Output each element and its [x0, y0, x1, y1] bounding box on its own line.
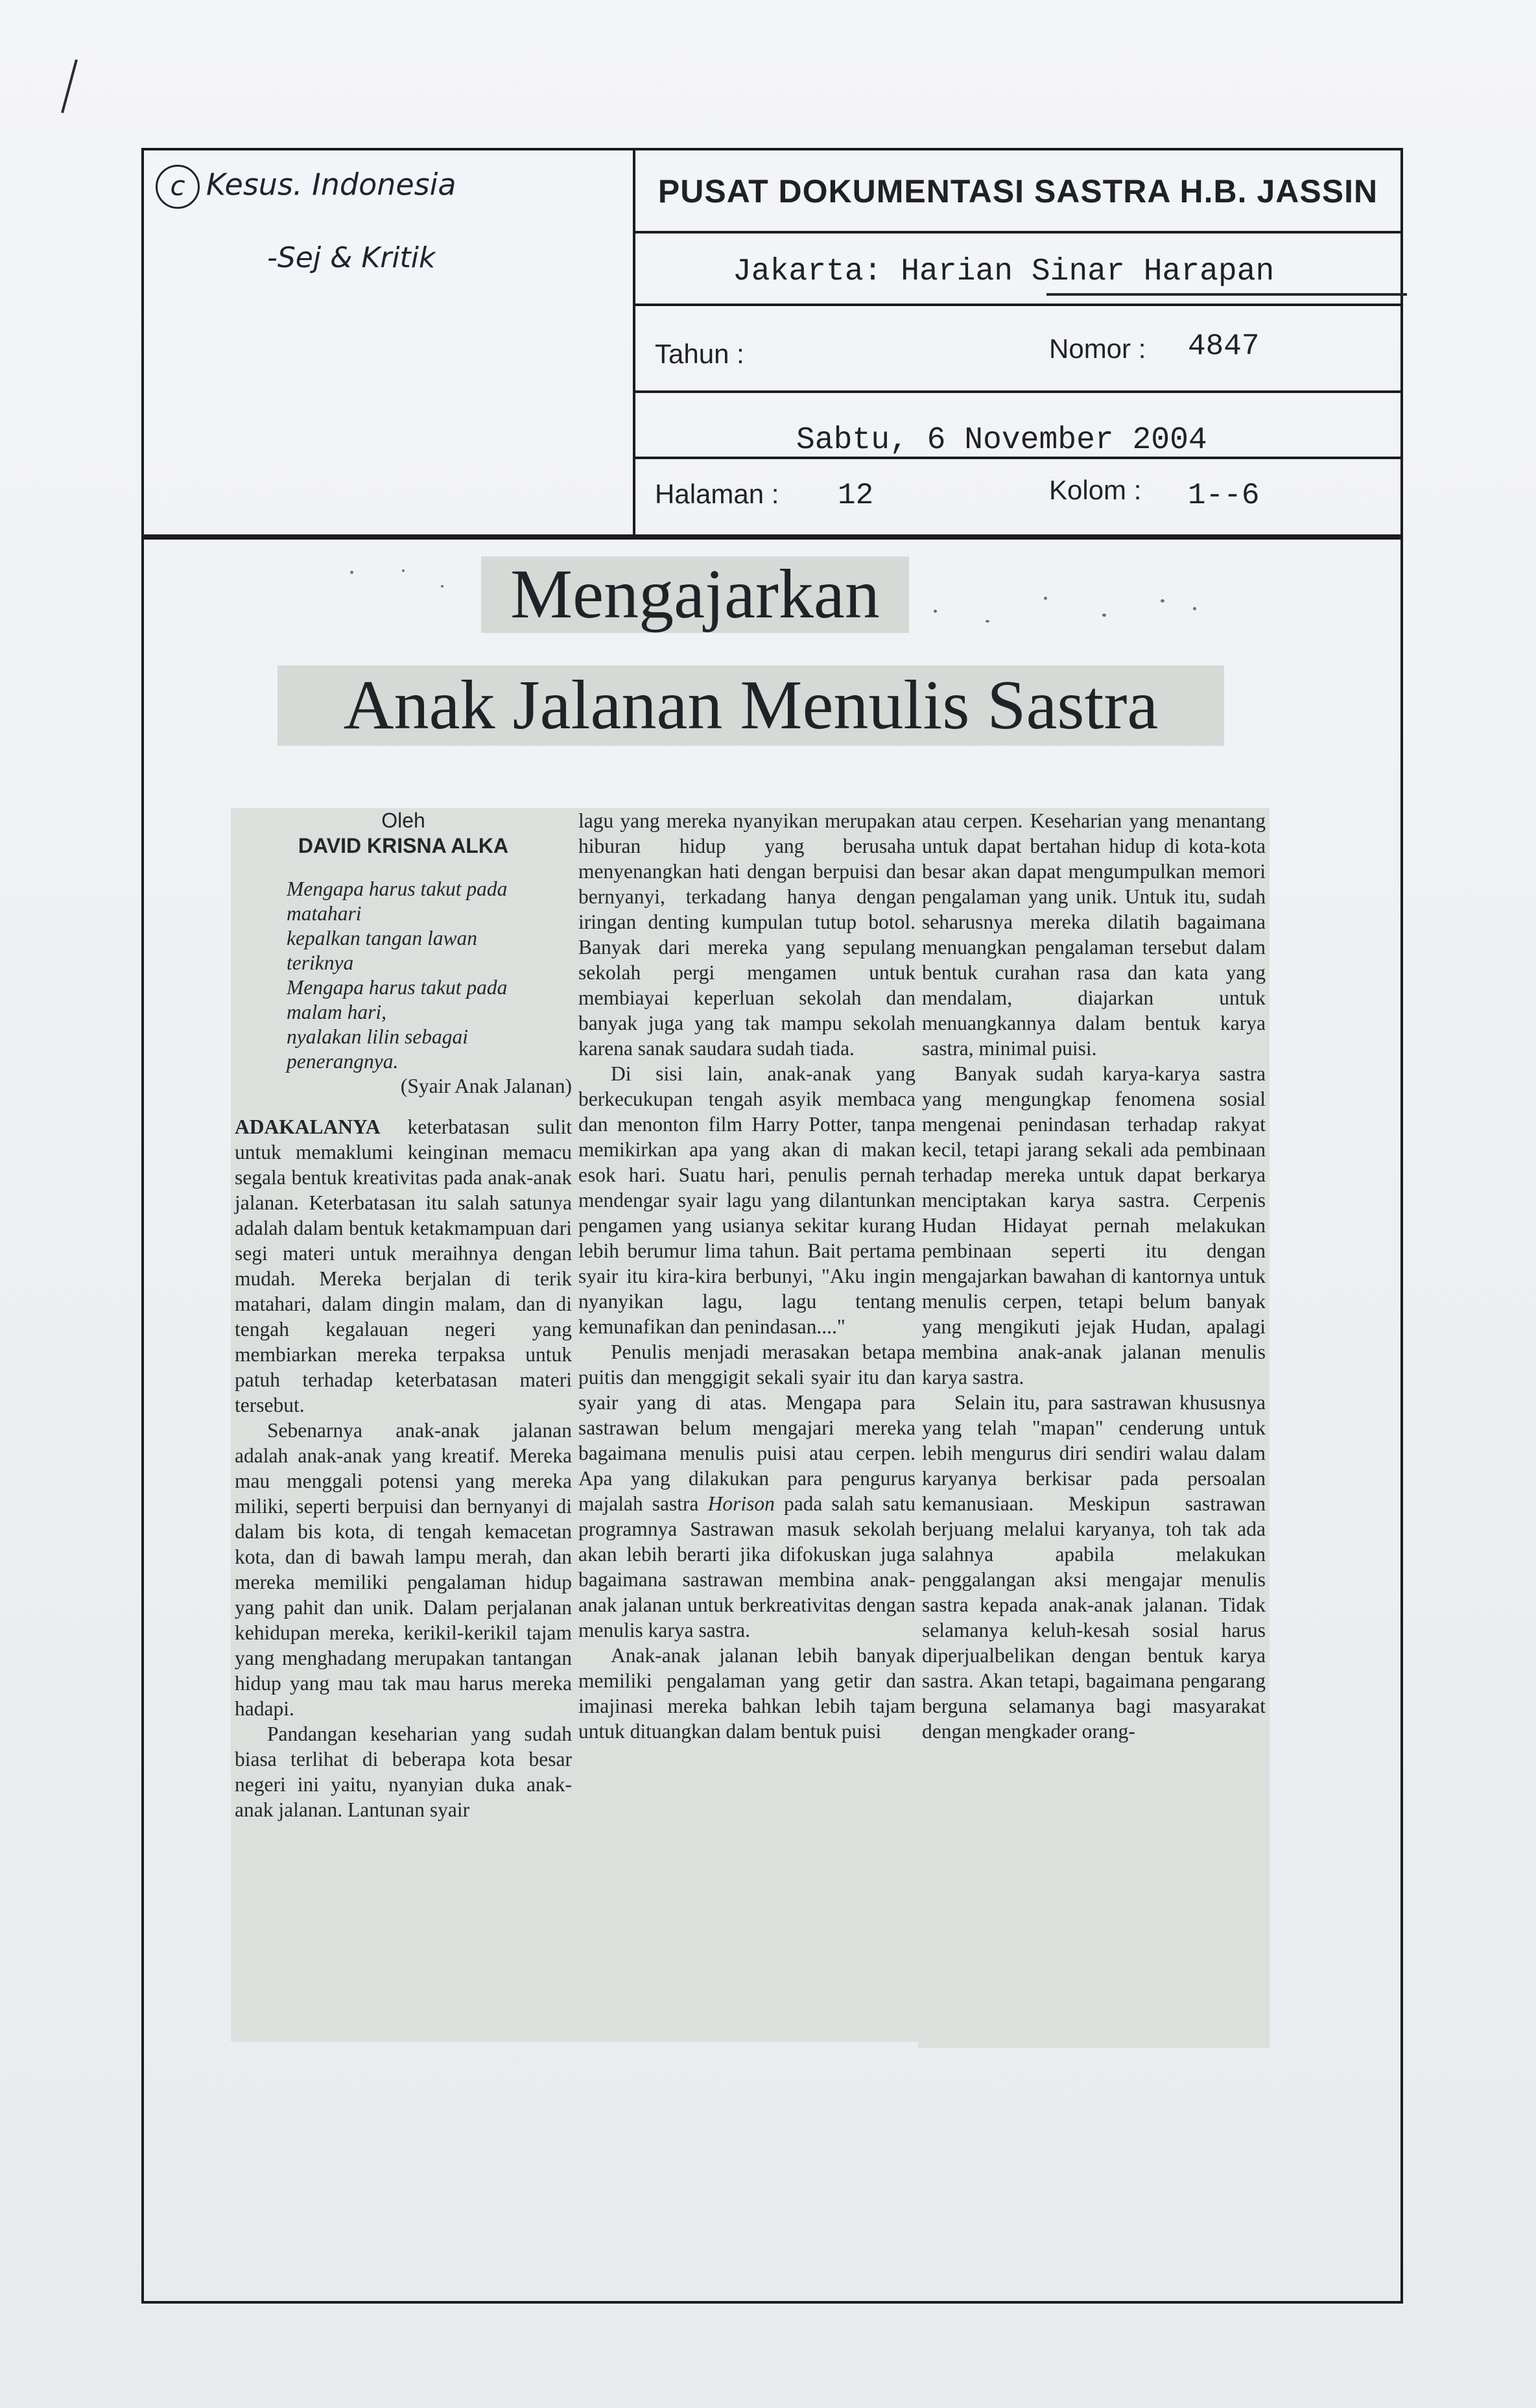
paragraph-text: keterbatasan sulit untuk memaklumi keinginan memacu segala bentuk kreativitas pada anak-anak jalanan. Keterbatasan itu salah satunya adalah dalam bentuk ketakmampuan dari segi materi untuk meraihnya dengan mudah. Mereka berjalan di terik matahari, dalam dingin malam, dan di tengah kegalauan negeri yang membiarkan mereka terpaksa untuk patuh terhadap keterbatasan materi tersebut.: [235, 1115, 572, 1416]
institution-row: [635, 150, 1400, 233]
kolom-value: 1--6: [1188, 479, 1260, 512]
paragraph: Anak-anak jalanan lebih banyak memiliki pengalaman yang getir dan imajinasi mereka bahkan lebih tajam untuk dituangkan dalam bentuk puisi: [578, 1644, 916, 1743]
tahun-label: Tahun :: [655, 339, 744, 369]
print-speck: [986, 620, 989, 623]
paragraph: lagu yang mereka nyanyikan merupakan hiburan hidup yang berusaha menyenangkan hati dengan berpuisi dan bernyanyi, terkadang hanya dengan iringan denting kumpulan tutup botol. Banyak dari mereka yang sepulang sekolah pergi mengamen untuk membiayai keperluan sekolah dan banyak juga yang tak mampu sekolah karena sanak saudara sudah tiada.: [578, 809, 916, 1060]
paragraph-text: Penulis menjadi merasakan betapa puitis dan menggigit sekali syair itu dan syair yang di atas. Mengapa para sastrawan belum mengajari mereka bagaimana menulis puisi atau cerpen. Apa yang dilakukan para pengurus majalah sastra: [578, 1341, 916, 1515]
source-row: [635, 233, 1400, 306]
article-column-1: [231, 808, 576, 2042]
print-speck: [441, 585, 443, 588]
paragraph: Pandangan keseharian yang sudah biasa terlihat di beberapa kota besar negeri ini yaitu, nyanyian duka anak-anak jalanan. Lantunan syair: [235, 1723, 572, 1821]
poem-line: malam hari,: [287, 1001, 387, 1023]
poem-line: Mengapa harus takut pada: [287, 976, 508, 999]
poem-line: Mengapa harus takut pada: [287, 877, 508, 900]
nomor-label: Nomor :: [1049, 333, 1146, 364]
print-speck: [1044, 597, 1047, 600]
copyright-icon: c: [156, 165, 200, 209]
institution-title: PUSAT DOKUMENTASI SASTRA H.B. JASSIN: [657, 173, 1378, 209]
paragraph: Banyak sudah karya-karya sastra yang mengungkap fenomena sosial mengenai penindasan terhadap rakyat kecil, tetapi jarang sekali ada pembinaan terhadap mereka untuk dapat berkarya menciptakan karya sastra. Cerpenis Hudan Hidayat pernah melakukan pembinaan seperti itu dengan mengajarkan bawahan di kantornya untuk menulis cerpen, tetapi belum banyak yang mengikuti jejak Hudan, apalagi membina anak-anak jalanan menulis karya sastra.: [922, 1062, 1266, 1389]
pencil-mark-icon: [57, 57, 83, 115]
kolom-label: Kolom :: [1049, 475, 1142, 505]
article-column-2: [574, 808, 919, 2042]
print-speck: [402, 569, 405, 572]
paragraph-text: pada salah satu programnya Sastrawan masuk sekolah akan lebih berarti jika difokuskan juga bagaimana sastrawan membina anak-anak jalanan untuk berkreativitas dengan menulis karya sastra.: [578, 1492, 916, 1641]
catalog-cell: [635, 150, 1400, 534]
magazine-name: Horison: [707, 1492, 775, 1515]
paragraph: Sebenarnya anak-anak jalanan adalah anak-anak yang kreatif. Mereka mau menggali potensi yang mereka miliki, seperti berpuisi dan bernyanyi di dalam bis kota, di tengah kemacetan kota, dan di bawah lampu merah, dan mereka memiliki pengalaman hidup yang pahit dan unik. Dalam perjalanan kehidupan mereka, kerikil-kerikil tajam yang menghadang merupakan tantangan hidup yang mau tak mau harus mereka hadapi.: [235, 1419, 572, 1720]
byline-oleh: Oleh: [381, 809, 425, 832]
halaman-kolom-row: [635, 457, 1400, 534]
handwritten-source-text: Kesus. Indonesia: [206, 167, 456, 202]
poem-line: nyalakan lilin sebagai: [287, 1025, 468, 1048]
halaman-value: 12: [838, 479, 874, 512]
headline-line-2: Anak Jalanan Menulis Sastra: [278, 665, 1224, 746]
print-speck: [350, 571, 353, 574]
tahun-nomor-row: [635, 306, 1400, 393]
poem-line: kepalkan tangan lawan: [287, 927, 477, 949]
paragraph: [235, 1114, 572, 1418]
author-name: DAVID KRISNA ALKA: [298, 834, 509, 857]
print-speck: [1102, 614, 1106, 617]
headline-line-1: Mengajarkan: [481, 556, 909, 633]
article-column-3: [918, 808, 1270, 2048]
source-text: Jakarta: Harian Sinar Harapan: [733, 254, 1275, 289]
epigraph-poem: [235, 877, 572, 1099]
source-underline: [1046, 293, 1407, 296]
handwritten-annotation-cell: [144, 150, 635, 534]
byline: [235, 808, 572, 859]
header-table: [141, 148, 1403, 537]
poem-line: penerangnya.: [287, 1050, 399, 1073]
nomor-value: 4847: [1188, 329, 1260, 363]
paragraph: Selain itu, para sastrawan khususnya yang telah "mapan" cenderung untuk lebih mengurus diri sendiri walau dalam karyanya berkisar pada persoalan kemanusiaan. Meskipun sastrawan berjuang melalui karyanya, toh tak ada salahnya apabila melakukan penggalangan aksi mengajar menulis sastra kepada anak-anak jalanan. Tidak selamanya keluh-kesah sosial harus diperjualbelikan dengan bentuk karya sastra. Akan tetapi, bagaimana pengarang berguna selamanya bagi masyarakat dengan mengkader orang-: [922, 1391, 1266, 1743]
paragraph: Di sisi lain, anak-anak yang berkecukupan tengah asyik membaca dan menonton film Harry Potter, tanpa memikirkan apa yang akan di makan esok hari. Suatu hari, penulis pernah mendengar syair lagu yang dilantunkan pengamen yang usianya sekitar kurang lebih berumur lima tahun. Bait pertama syair itu kira-kira berbunyi, "Aku ingin nyanyikan lagu, lagu tentang kemunafikan dan penindasan....": [578, 1062, 916, 1338]
poem-credit: (Syair Anak Jalanan): [400, 1075, 572, 1097]
poem-line: teriknya: [287, 951, 354, 974]
print-speck: [1193, 607, 1196, 610]
halaman-label: Halaman :: [655, 479, 779, 509]
print-speck: [934, 610, 937, 613]
lead-word: ADAKALANYA: [235, 1115, 381, 1138]
date-text: Sabtu, 6 November 2004: [796, 423, 1207, 458]
paragraph: [578, 1339, 916, 1643]
paragraph: atau cerpen. Keseharian yang menantang untuk dapat bertahan hidup di kota-kota besar akan dapat mengumpulkan memori pengalaman yang unik. Untuk itu, sudah seharusnya mereka dilatih bagaimana menuangkan pengalaman tersebut dalam bentuk curahan rasa dan kata yang mendalam, diajarkan untuk menuangkannya dalam bentuk karya sastra, minimal puisi.: [922, 809, 1266, 1060]
handwritten-line-2: -Sej & Kritik: [267, 241, 436, 274]
handwritten-line-1: [156, 165, 456, 209]
poem-line: matahari: [287, 902, 362, 925]
print-speck: [1161, 599, 1164, 602]
